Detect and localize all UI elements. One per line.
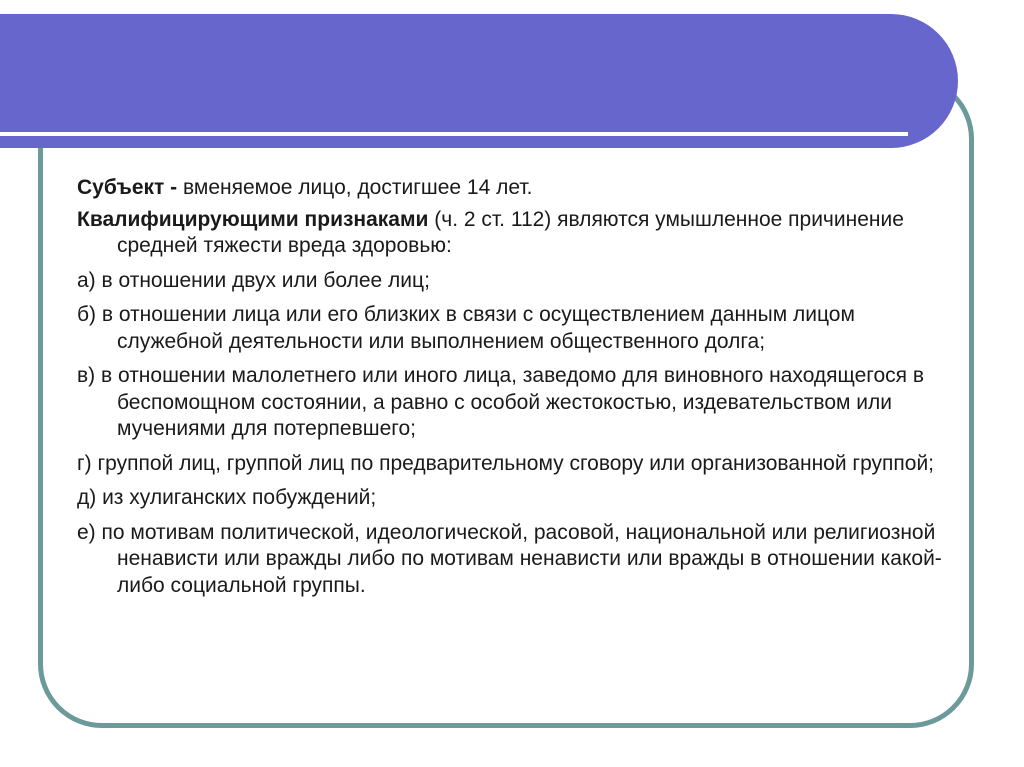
paragraph-text: а) в отношении двух или более лиц; (77, 268, 430, 292)
paragraph-item-v (77, 363, 957, 443)
paragraph-item-a (77, 268, 957, 295)
paragraph-text: е) по мотивам политической, идеологической, расовой, национальной или религиозной ненависти или вражды либо по мотивам ненависти или вражды в отношении какой-либо социальной группы. (77, 520, 942, 597)
paragraph-text: вменяемое лицо, достигшее 14 лет. (182, 176, 533, 199)
paragraph-text: г) группой лиц, группой лиц по предварительному сговору или организованной группой; (77, 451, 935, 475)
paragraph-qualifying-signs (77, 207, 957, 260)
paragraph-bold: Квалифицирующими признаками (77, 207, 429, 231)
paragraph-item-e (77, 520, 957, 600)
paragraph-text: в) в отношении малолетнего или иного лица, заведомо для виновного находящегося в беспомощном состоянии, а равно с особой жестокостью, издевательством или мучениями для потерпевшего; (77, 364, 924, 440)
paragraph-subject (77, 175, 957, 202)
paragraph-text: д) из хулиганских побуждений; (77, 486, 377, 509)
paragraph-bold: Субъект - (77, 176, 183, 199)
paragraph-item-b (77, 302, 957, 355)
header-divider (0, 132, 908, 136)
paragraph-text: б) в отношении лица или его близких в связи с осуществлением данным лицом служебной деятельности или выполнением общественного долга; (77, 303, 855, 353)
paragraph-item-g (77, 451, 957, 478)
paragraph-text: (ч. 2 ст. 112) являются умышленное причинение средней тяжести вреда здоровью: (117, 207, 904, 257)
paragraph-item-d (77, 485, 957, 512)
header-banner (0, 14, 958, 148)
slide-body (77, 175, 957, 607)
